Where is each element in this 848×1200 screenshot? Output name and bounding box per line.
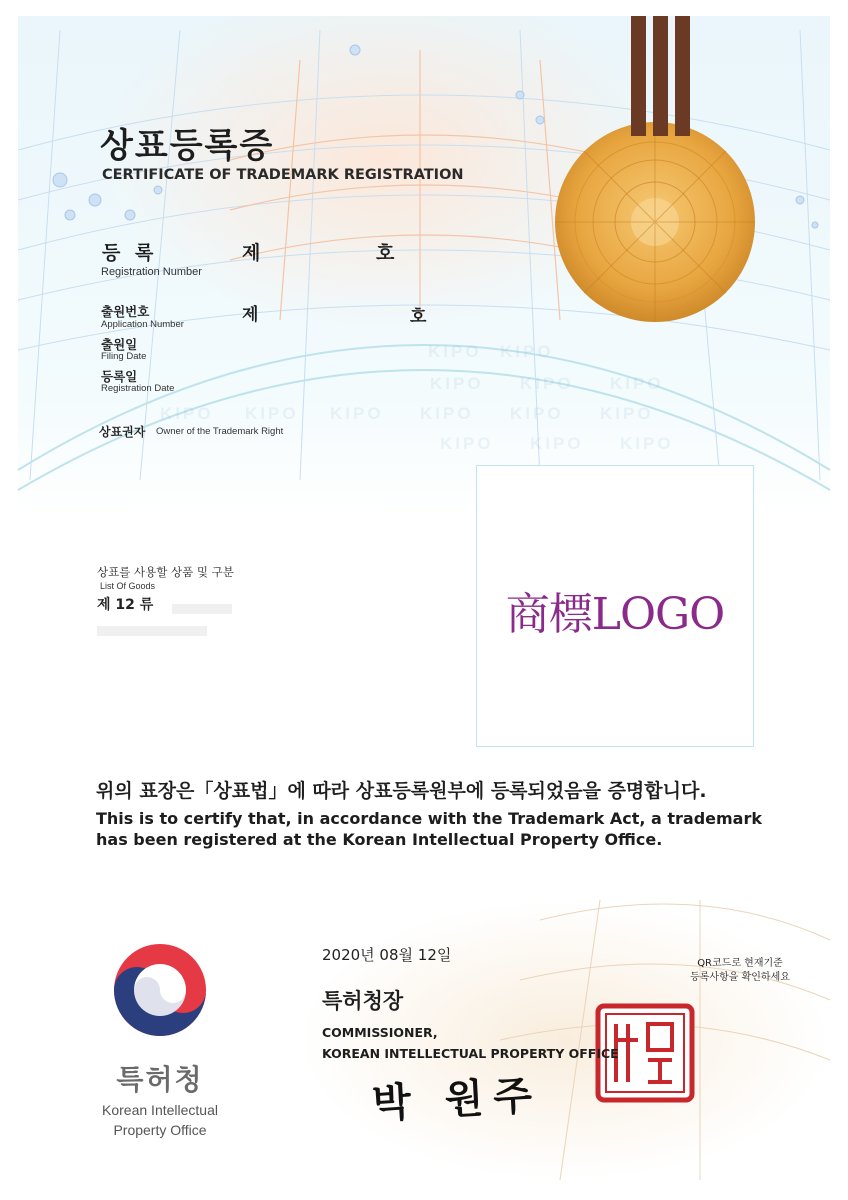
issue-date: 2020년 08월 12일 <box>322 946 452 964</box>
watermark-row: KIPO <box>520 374 574 393</box>
watermark-row: KIPO <box>430 374 484 393</box>
ribbon-stripe <box>653 16 668 136</box>
qr-note-line1: QR코드로 현재기준 <box>697 958 783 969</box>
application-number-ho: 호 <box>410 307 427 327</box>
ribbon-stripe <box>631 16 646 136</box>
certification-statement-en-line1: This is to certify that, in accordance with the Trademark Act, a trademark <box>96 809 762 828</box>
watermark-row: KIPO <box>440 434 494 453</box>
trademark-logo-text: 商標LOGO <box>505 589 725 640</box>
kipo-emblem-icon <box>114 944 206 1036</box>
gold-seal <box>555 122 755 322</box>
registration-date-label-en: Registration Date <box>101 383 175 394</box>
watermark-row: KIPO <box>330 404 384 423</box>
watermark-row: KIPO <box>420 404 474 423</box>
watermark-row: KIPO <box>510 404 564 423</box>
watermark-row: KIPO <box>500 342 554 361</box>
goods-class: 제 12 류 <box>97 597 154 613</box>
filing-date-label-ko: 출원일 <box>101 337 138 352</box>
kipo-name-en-line2: Property Office <box>113 1122 207 1138</box>
kipo-name-ko: 특허청 <box>116 1063 204 1096</box>
goods-label-ko: 상표를 사용할 상품 및 구분 <box>97 565 234 579</box>
certification-statement-en-line2: has been registered at the Korean Intellectual Property Office. <box>96 830 663 849</box>
watermark-row: KIPO <box>245 404 299 423</box>
application-number-label-en: Application Number <box>101 319 184 330</box>
watermark-row: KIPO <box>428 342 482 361</box>
owner-label-en: Owner of the Trademark Right <box>156 426 284 437</box>
qr-note-line2: 등록사항을 확인하세요 <box>690 972 790 983</box>
watermark-row: KIPO <box>600 404 654 423</box>
watermark-row: KIPO <box>620 434 674 453</box>
certificate-title-en: CERTIFICATE OF TRADEMARK REGISTRATION <box>102 167 464 183</box>
official-red-stamp <box>598 1006 692 1100</box>
watermark-row: KIPO <box>530 434 584 453</box>
registration-number-label-en: Registration Number <box>101 266 202 278</box>
kipo-name-en <box>80 1100 240 1140</box>
trademark-logo-box <box>476 465 754 747</box>
goods-label-en: List Of Goods <box>100 581 156 591</box>
commissioner-title-ko: 특허청장 <box>322 989 404 1013</box>
registration-date-label-ko: 등록일 <box>101 369 138 384</box>
registration-number-label-ko: 등 록 <box>102 242 158 264</box>
registration-number-je: 제 <box>242 242 261 264</box>
commissioner-title-en-line2: KOREAN INTELLECTUAL PROPERTY OFFICE <box>322 1046 619 1061</box>
certificate-title-ko: 상표등록증 <box>100 126 275 166</box>
registration-number-ho: 호 <box>376 242 395 264</box>
redacted-goods <box>97 626 207 636</box>
watermark-row: KIPO <box>610 374 664 393</box>
kipo-name-en-line1: Korean Intellectual <box>102 1102 218 1118</box>
owner-label-ko: 상표권자 <box>99 425 146 439</box>
qr-note <box>660 957 820 985</box>
redacted-goods <box>172 604 232 614</box>
commissioner-signature: 박 원주 <box>371 1071 544 1128</box>
application-number-label-ko: 출원번호 <box>101 304 150 319</box>
certification-statement-ko: 위의 표장은「상표법」에 따라 상표등록원부에 등록되었음을 증명합니다. <box>96 780 707 802</box>
ribbon-stripe <box>675 16 690 136</box>
commissioner-title-en-line1: COMMISSIONER, <box>322 1025 438 1040</box>
application-number-je: 제 <box>242 305 259 325</box>
watermark-row: KIPO <box>160 404 214 423</box>
filing-date-label-en: Filing Date <box>101 351 147 362</box>
